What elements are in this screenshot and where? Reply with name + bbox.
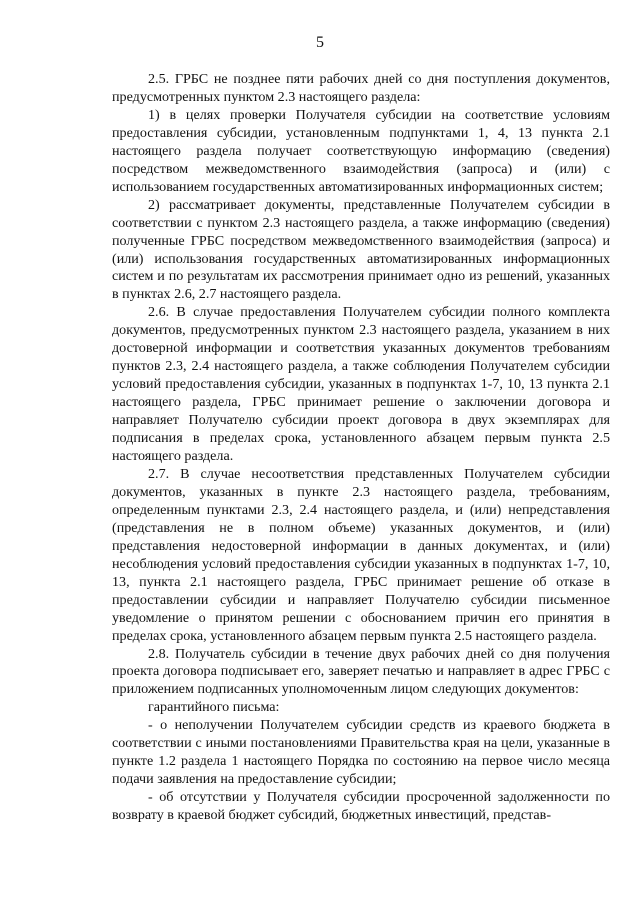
paragraph-2-5-item-2: 2) рассматривает документы, представленные Получателем субсидии в соответствии с пунктом 2.3 настоящего раздела, а также информацию (сведения) полученные ГРБС посредством межведомственного взаимодействия (запроса) и (или) использования государственных автоматизированных информационных систем и по результатам их рассмотрения принимает одно из решений, указанных в пунктах 2.6, 2.7 настоящего раздела. bbox=[112, 196, 610, 303]
list-item-non-receipt: - о неполучении Получателем субсидии средств из краевого бюджета в соответствии с иными постановлениями Правительства края на цели, указанные в пункте 1.2 раздела 1 настоящего Порядка по состоянию на первое число месяца подачи заявления на предоставление субсидии; bbox=[112, 717, 610, 788]
list-item-no-debt: - об отсутствии у Получателя субсидии просроченной задолженности по возврату в краевой бюджет субсидий, бюджетных инвестиций, представ- bbox=[112, 789, 610, 824]
paragraph-2-5: 2.5. ГРБС не позднее пяти рабочих дней со дня поступления документов, предусмотренных пунктом 2.3 настоящего раздела: bbox=[112, 71, 610, 105]
paragraph-2-8: 2.8. Получатель субсидии в течение двух рабочих дней со дня получения проекта договора подписывает его, заверяет печатью и направляет в адрес ГРБС с приложением подписанных уполномоченным лицом следующих документов: bbox=[112, 645, 610, 698]
paragraph-2-5-item-1: 1) в целях проверки Получателя субсидии на соответствие условиям предоставления субсидии, установленным подпунктами 1, 4, 13 пункта 2.1 настоящего раздела получает соответствующую информацию (сведения) посредством межведомственного взаимодействия (запроса) и (или) с использованием государственных автоматизированных информационных систем; bbox=[112, 106, 610, 195]
paragraph-2-6: 2.6. В случае предоставления Получателем субсидии полного комплекта документов, предусмотренных пунктом 2.3 настоящего раздела, указанием в них достоверной информации и соответствия указанных документов требованиям пунктов 2.3, 2.4 настоящего раздела, а также соблюдения Получателем субсидии условий предоставления субсидии, указанных в подпунктах 1-7, 10, 13 пункта 2.1 настоящего раздела, ГРБС принимает решение о заключении договора и направляет Получателю субсидии проект договора в двух экземплярах для подписания в пределах срока, установленного абзацем первым пункта 2.5 настоящего раздела. bbox=[112, 304, 610, 465]
document-body bbox=[112, 71, 610, 825]
page-number: 5 bbox=[316, 34, 324, 51]
paragraph-2-7: 2.7. В случае несоответствия представленных Получателем субсидии документов, указанных в пункте 2.3 настоящего раздела, требованиям, определенным пунктами 2.3, 2.4 настоящего раздела, и (или) непредставления (представления не в полном объеме) указанных документов, и (или) представления недостоверной информации в данных документах, и (или) несоблюдения условий предоставления субсидии указанных в подпунктах 1-7, 10, 13, пункта 2.1 настоящего раздела, ГРБС принимает решение об отказе в предоставлении субсидии и направляет Получателю субсидии письменное уведомление о принятом решении с обоснованием причин его принятия в пределах срока, установленного абзацем первым пункта 2.5 настоящего раздела. bbox=[112, 465, 610, 644]
paragraph-guarantee-letter: гарантийного письма: bbox=[148, 699, 280, 716]
